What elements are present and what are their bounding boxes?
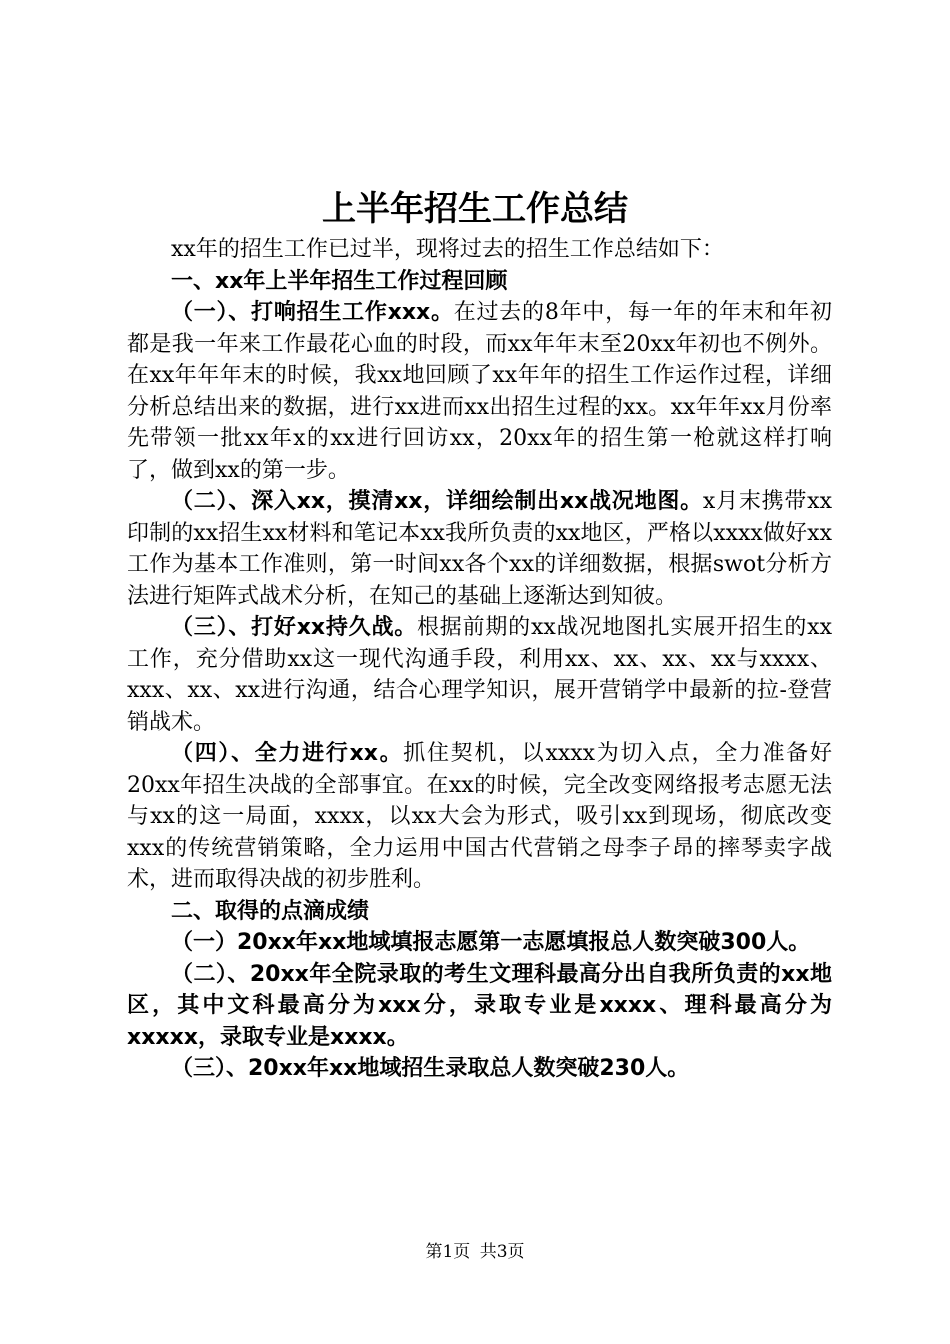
item-lead: （三）、打好xx持久战。 [171, 615, 418, 640]
paragraph-item-1 [127, 297, 832, 486]
section-heading-process-review: 一、xx年上半年招生工作过程回顾 [171, 268, 508, 294]
intro-paragraph: xx年的招生工作已过半，现将过去的招生工作总结如下： [171, 237, 724, 262]
item-text: 根据前期的xx战况地图扎实展开招生的xx工作，充分借助xx这一现代沟通手段，利用xx、xx、xx、xx与xxxx、xxx、xx、xx进行沟通，结合心理学知识，展开营销学中最新的拉-登营销战术。 [127, 615, 832, 735]
item-text: 在过去的8年中，每一年的年末和年初都是我一年来工作最花心血的时段，而xx年年末至20xx年初也不例外。在xx年年年末的时候，我xx地回顾了xx年年的招生工作运作过程，详细分析总结出来的数据，进行xx进而xx出招生过程的xx。xx年年xx月份率先带领一批xx年x的xx进行回访xx，20xx年的招生第一枪就这样打响了，做到xx的第一步。 [127, 300, 833, 483]
item-lead: （四）、全力进行xx。 [171, 741, 404, 766]
document-title: 上半年招生工作总结 [322, 189, 628, 229]
paragraph-item-3 [127, 612, 832, 738]
paragraph-item-2 [127, 486, 832, 612]
page-footer [0, 1240, 950, 1264]
achievement-item-3: （三）、20xx年xx地域招生录取总人数突破230人。 [171, 1056, 690, 1081]
item-text: 抓住契机，以xxxx为切入点，全力准备好20xx年招生决战的全部事宜。在xx的时候，完全改变网络报考志愿无法与xx的这一局面，xxxx，以xx大会为形式，吸引xx到现场，彻底改变xxx的传统营销策略，全力运用中国古代营销之母李子昂的摔琴卖字战术，进而取得决战的初步胜利。 [127, 741, 832, 892]
page-number: 第1页 [425, 1242, 471, 1262]
paragraph-item-4 [127, 738, 832, 896]
page-total: 共3页 [479, 1242, 525, 1262]
achievement-item-2: （二）、20xx年全院录取的考生文理科最高分出自我所负责的xx地区，其中文科最高分为xxx分，录取专业是xxxx、理科最高分为xxxxx，录取专业是xxxx。 [127, 961, 832, 1050]
achievement-item-1: （一）20xx年xx地域填报志愿第一志愿填报总人数突破300人。 [171, 930, 811, 955]
item-text: x月末携带xx印制的xx招生xx材料和笔记本xx我所负责的xx地区，严格以xxxx做好xx工作为基本工作准则，第一时间xx各个xx的详细数据，根据swot分析方法进行矩阵式战术分析，在知己的基础上逐渐达到知彼。 [127, 489, 832, 609]
item-lead: （二）、深入xx，摸清xx，详细绘制出xx战况地图。 [171, 489, 703, 514]
document-body [127, 234, 832, 1085]
section-heading-achievements: 二、取得的点滴成绩 [171, 898, 370, 924]
item-lead: （一）、打响招生工作xxx。 [171, 300, 454, 325]
